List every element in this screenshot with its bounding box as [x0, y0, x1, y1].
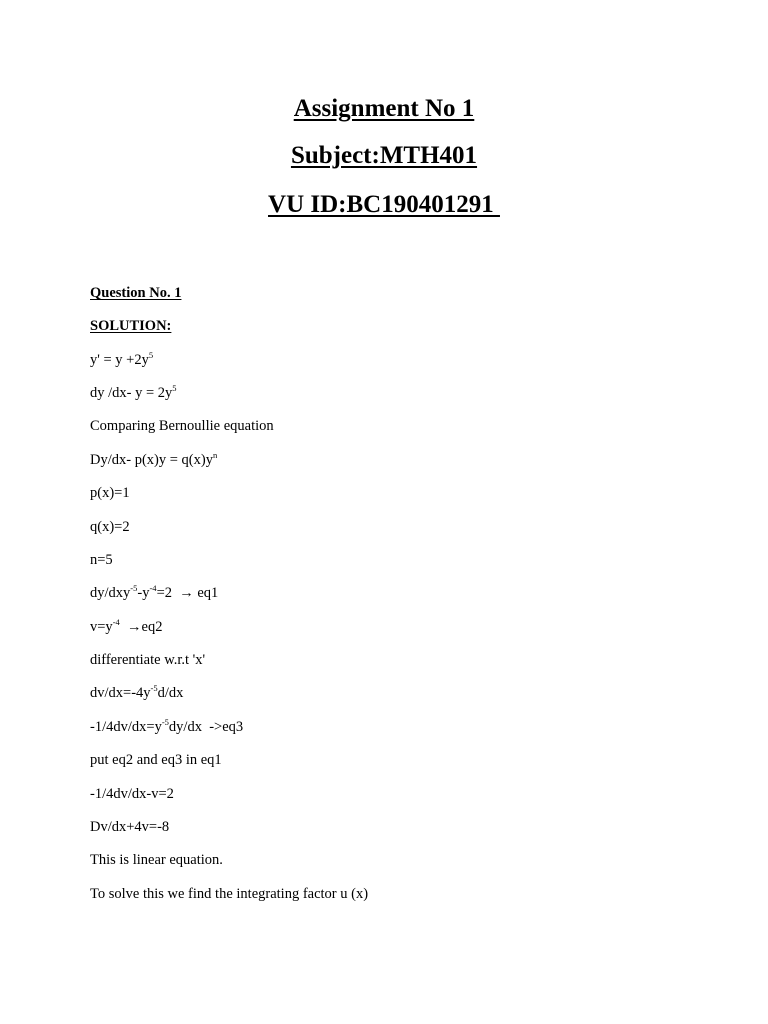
- equation-line: n=5: [90, 552, 113, 568]
- exponent: 5: [172, 383, 177, 393]
- exponent: -4: [149, 583, 157, 593]
- equation-text: →eq2: [119, 619, 163, 635]
- equation-text: Dy/dx- p(x)y = q(x)y: [90, 452, 213, 468]
- text-line: This is linear equation.: [90, 852, 223, 868]
- exponent: -5: [161, 717, 169, 727]
- equation-text: -1/4dv/dx=y: [90, 719, 162, 735]
- assignment-title: Assignment No 1: [293, 95, 475, 122]
- equation-text: dy /dx- y = 2y: [90, 385, 173, 401]
- equation-text: dy/dx ->eq3: [168, 719, 244, 735]
- equation-line: [90, 718, 243, 736]
- equation-text: v=y: [90, 619, 113, 635]
- equation-text: =2 → eq1: [156, 585, 219, 601]
- vu-id-heading: VU ID:BC190401291: [268, 191, 500, 218]
- equation-text: dv/dx=-4y: [90, 685, 151, 701]
- equation-line: [90, 351, 153, 369]
- equation-line: [90, 451, 217, 469]
- equation-text: y' = y +2y: [90, 352, 149, 368]
- equation-line: [90, 618, 162, 636]
- equation-text: dy/dxy: [90, 585, 131, 601]
- exponent: n: [212, 450, 218, 460]
- exponent: -4: [112, 617, 120, 627]
- equation-text: d/dx: [157, 685, 184, 701]
- solution-label: SOLUTION:: [90, 318, 172, 334]
- text-line: differentiate w.r.t 'x': [90, 652, 206, 668]
- equation-line: q(x)=2: [90, 519, 130, 535]
- equation-line: [90, 584, 218, 602]
- equation-text: -y: [137, 585, 150, 601]
- question-label: Question No. 1: [90, 285, 182, 301]
- equation-line: Dv/dx+4v=-8: [90, 819, 170, 835]
- exponent: -5: [150, 683, 158, 693]
- exponent: 5: [148, 350, 154, 360]
- equation-line: -1/4dv/dx-v=2: [90, 786, 174, 802]
- equation-line: [90, 384, 177, 402]
- text-line: Comparing Bernoullie equation: [90, 418, 274, 434]
- text-line: put eq2 and eq3 in eq1: [90, 752, 222, 768]
- text-line: To solve this we find the integrating factor u (x): [90, 886, 369, 902]
- equation-line: p(x)=1: [90, 485, 130, 501]
- subject-heading: Subject:MTH401: [290, 142, 478, 169]
- exponent: -5: [130, 583, 138, 593]
- equation-line: [90, 684, 183, 702]
